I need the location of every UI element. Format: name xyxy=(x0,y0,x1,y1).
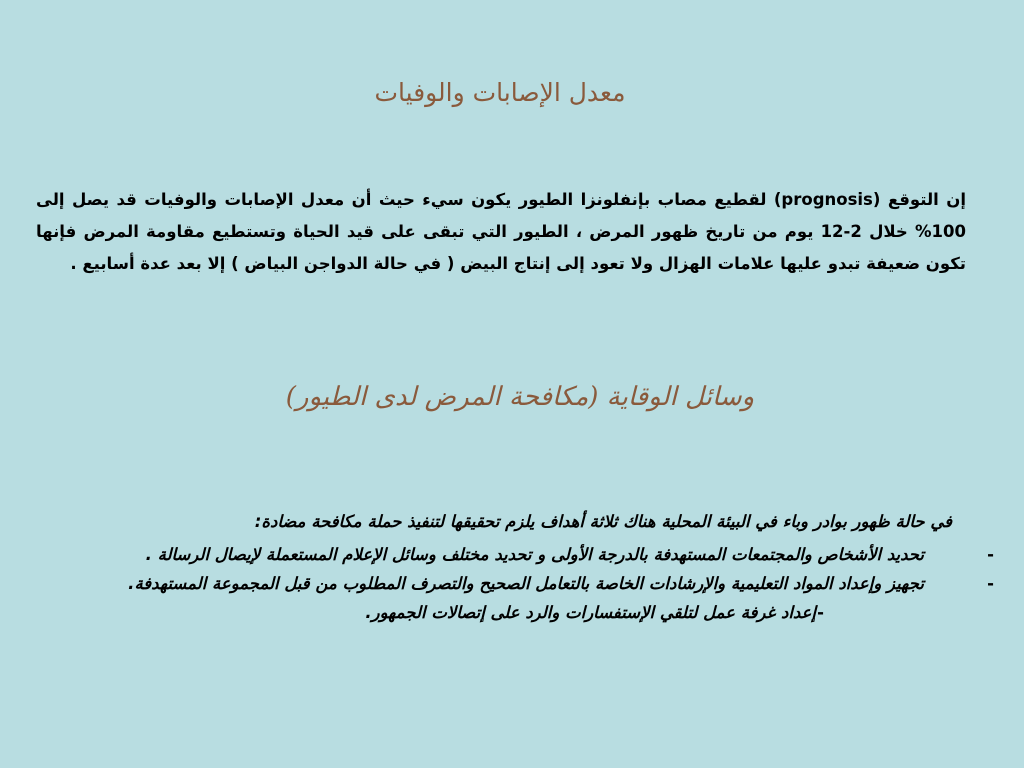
bullet-marker: - xyxy=(987,574,994,593)
list-item xyxy=(50,598,994,627)
list-item xyxy=(50,569,994,598)
slide-title: معدل الإصابات والوفيات xyxy=(374,78,626,107)
prognosis-paragraph: إن التوقع (prognosis) لقطيع مصاب بإنفلونزا الطيور يكون سيء حيث أن معدل الإصابات والوفيات قد يصل إلى 100% خلال 2-12 يوم من تاريخ ظهور المرض ، الطيور التي تبقى على قيد الحياة وتستطيع مقاومة المرض فإنها تكون ضعيفة تبدو عليها علامات الهزال ولا تعود إلى إنتاج البيض ( في حالة الدواجن البياض ) إلا بعد عدة أسابيع . xyxy=(36,190,966,273)
list-item xyxy=(50,540,994,569)
intro-line: في حالة ظهور بوادر وباء في البيئة المحلية هناك ثلاثة أهداف يلزم تحقيقها لتنفيذ حملة مكافحة مضادة: xyxy=(254,512,952,531)
bullet-text: إعداد غرفة عمل لتلقي الإستفسارات والرد على إتصالات الجمهور. xyxy=(365,603,816,622)
bullet-marker: - xyxy=(987,545,994,564)
bullet-text: تجهيز وإعداد المواد التعليمية والإرشادات الخاصة بالتعامل الصحيح والتصرف المطلوب من قبل المجموعة المستهدفة. xyxy=(128,574,924,593)
bullet-marker: - xyxy=(817,603,824,622)
bullet-list xyxy=(50,540,994,627)
bullet-text: تحديد الأشخاص والمجتمعات المستهدفة بالدرجة الأولى و تحديد مختلف وسائل الإعلام المستعملة لإيصال الرسالة . xyxy=(145,545,924,564)
section-subtitle: وسائل الوقاية (مكافحة المرض لدى الطيور) xyxy=(285,382,755,412)
